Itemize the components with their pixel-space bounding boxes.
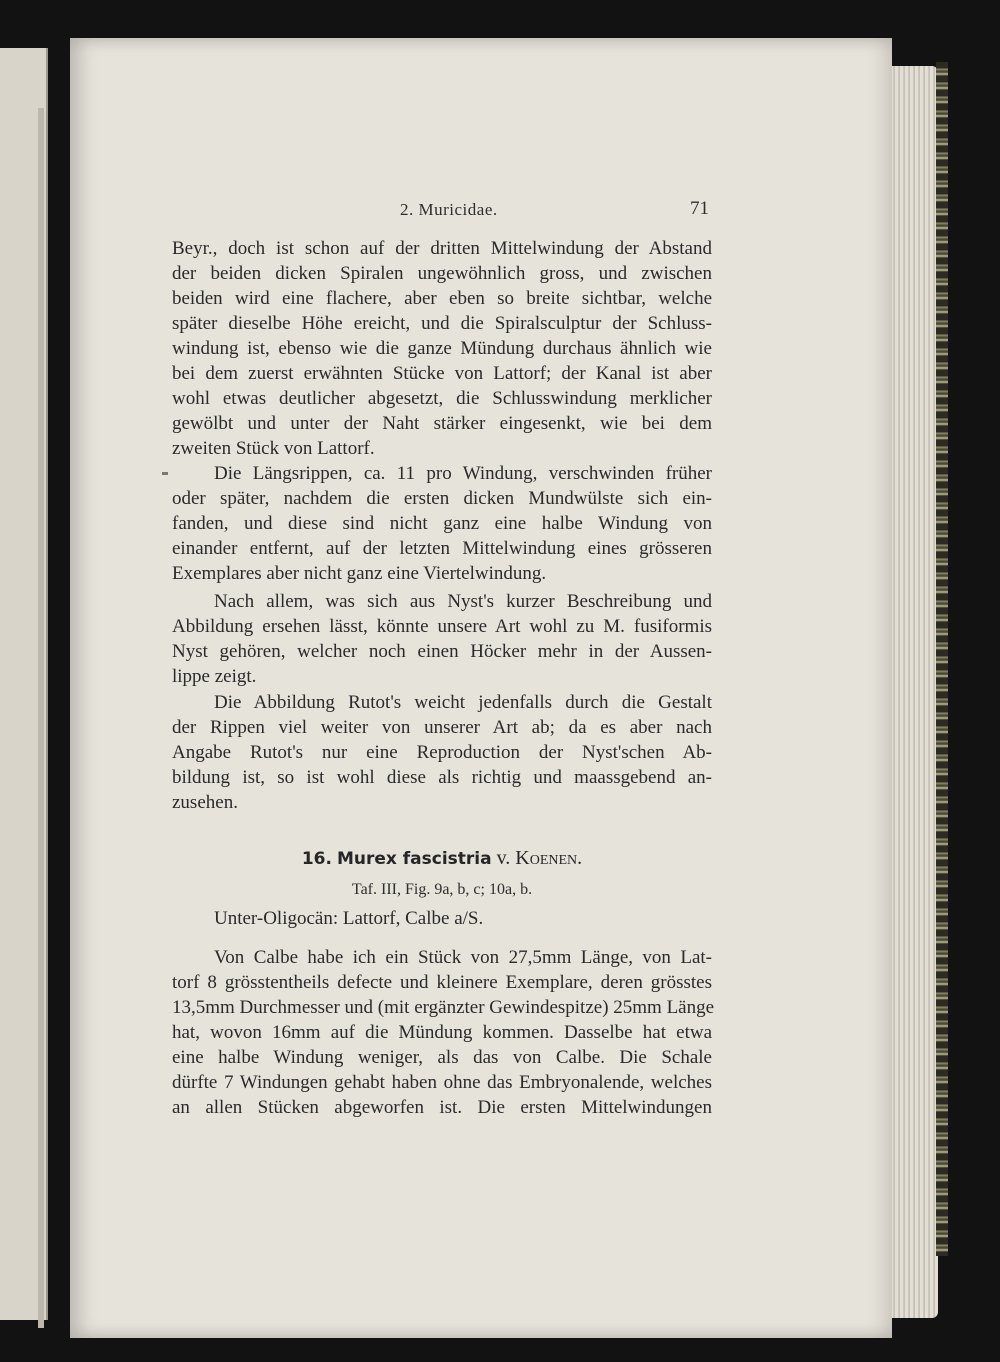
text-line: Die Längsrippen, ca. 11 pro Windung, verschwinden früher xyxy=(214,463,712,484)
text-line: Nach allem, was sich aus Nyst's kurzer Beschreibung und xyxy=(214,591,712,612)
text-line: gewölbt und unter der Naht stärker eingesenkt, wie bei dem xyxy=(172,413,712,434)
text-line: Exemplares aber nicht ganz eine Viertelwindung. xyxy=(172,563,547,584)
paragraph-4 xyxy=(172,690,712,815)
text-line: Die Abbildung Rutot's weicht jedenfalls durch die Gestalt xyxy=(214,692,712,713)
text-line: dürfte 7 Windungen gehabt haben ohne das Embryonalende, welches xyxy=(172,1072,712,1093)
running-header xyxy=(172,198,712,224)
text-line: hat, wovon 16mm auf die Mündung kommen. Dasselbe hat etwa xyxy=(172,1022,712,1043)
text-line: lippe zeigt. xyxy=(172,666,257,687)
species-heading xyxy=(172,847,712,870)
text-line: oder später, nachdem die ersten dicken Mundwülste sich ein- xyxy=(172,488,712,509)
left-page-edge xyxy=(0,48,48,1320)
text-line: bildung ist, so ist wohl diese als richtig und maassgebend an- xyxy=(172,767,712,788)
author-prefix: v. xyxy=(496,847,511,869)
plate-reference: Taf. III, Fig. 9a, b, c; 10a, b. xyxy=(351,881,533,898)
text-line: zusehen. xyxy=(172,792,238,813)
text-line: torf 8 grösstentheils defecte und kleinere Exemplare, deren grösstes xyxy=(172,972,712,993)
text-line: bei dem zuerst erwähnten Stücke von Lattorf; der Kanal ist aber xyxy=(172,363,712,384)
species-author: Koenen. xyxy=(515,847,583,869)
marbled-cover-edge xyxy=(936,62,948,1256)
text-line: Von Calbe habe ich ein Stück von 27,5mm Länge, von Lat- xyxy=(214,947,712,968)
paragraph-2 xyxy=(172,461,712,586)
text-line: Nyst gehören, welcher noch einen Höcker mehr in der Aussen- xyxy=(172,641,712,662)
text-line: Angabe Rutot's nur eine Reproduction der Nyst'schen Ab- xyxy=(172,742,712,763)
text-line: eine halbe Windung weniger, als das von Calbe. Die Schale xyxy=(172,1047,712,1068)
text-line: Beyr., doch ist schon auf der dritten Mittelwindung der Abstand xyxy=(172,238,712,259)
left-page-gutter xyxy=(38,108,44,1328)
paragraph-5 xyxy=(172,945,715,1120)
text-line: der Rippen viel weiter von unserer Art ab; da es aber nach xyxy=(172,717,712,738)
paragraph-1 xyxy=(172,236,712,461)
text-line: 13,5mm Durchmesser und (mit ergänzter Gewindespitze) 25mm Länge xyxy=(172,997,715,1018)
text-line: wohl etwas deutlicher abgesetzt, die Schlusswindung merklicher xyxy=(172,388,712,409)
text-line: an allen Stücken abgeworfen ist. Die ersten Mittelwindungen xyxy=(172,1097,712,1118)
species-name: Murex fascistria xyxy=(336,849,492,869)
text-line: Abbildung ersehen lässt, könnte unsere Art wohl zu M. fusiformis xyxy=(172,616,712,637)
text-line: später dieselbe Höhe ereicht, und die Spiralsculptur der Schluss- xyxy=(172,313,712,334)
text-line: beiden wird eine flachere, aber eben so breite sichtbar, welche xyxy=(172,288,712,309)
text-line: der beiden dicken Spiralen ungewöhnlich gross, und zwischen xyxy=(172,263,712,284)
text-line: einander entfernt, auf der letzten Mittelwindung eines grösseren xyxy=(172,538,712,559)
stratum-line: Unter-Oligocän: Lattorf, Calbe a/S. xyxy=(214,908,484,929)
paragraph-3 xyxy=(172,589,712,689)
text-line: windung ist, ebenso wie die ganze Mündung durchaus ähnlich wie xyxy=(172,338,712,359)
page-number: 71 xyxy=(690,198,709,219)
species-number: 16. xyxy=(301,849,332,869)
text-line: zweiten Stück von Lattorf. xyxy=(172,438,375,459)
running-title: 2. Muricidae. xyxy=(400,200,498,219)
text-line: fanden, und diese sind nicht ganz eine halbe Windung von xyxy=(172,513,712,534)
margin-mark xyxy=(162,472,168,475)
